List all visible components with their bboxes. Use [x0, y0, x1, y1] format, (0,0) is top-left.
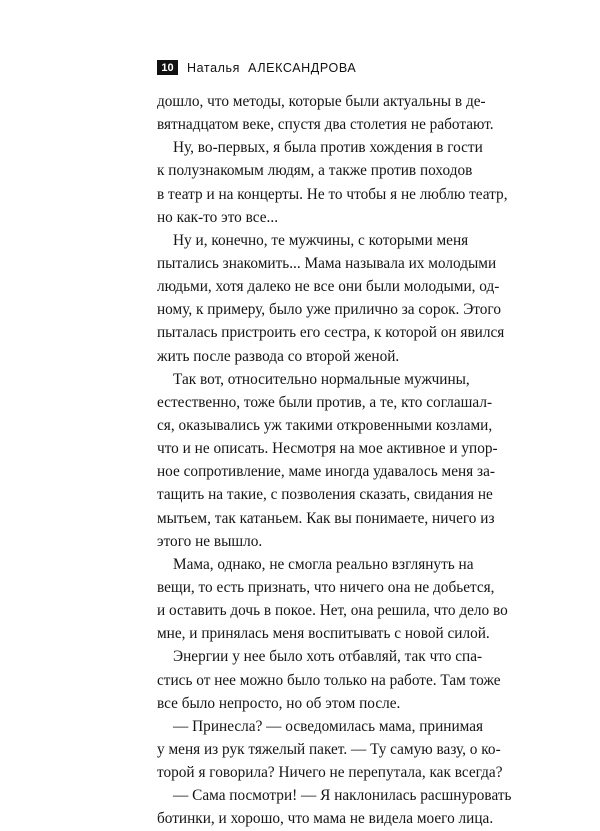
- text-line: жить после развода со второй женой.: [157, 347, 400, 365]
- text-line: Ну, во-первых, я была против хождения в гости: [173, 139, 483, 157]
- text-line: ся, оказывались уж такими откровенными козлами,: [157, 416, 493, 434]
- text-line: пыталась пристроить его сестра, к которой он явился: [157, 324, 505, 342]
- text-line: Энергии у нее было хоть отбавляй, так что спа-: [173, 648, 483, 666]
- text-line: к полузнакомым людям, а также против походов: [157, 162, 473, 180]
- text-line: ному, к примеру, было уже прилично за сорок. Этого: [157, 301, 501, 319]
- author-name: Наталья АЛЕКСАНДРОВА: [187, 60, 357, 75]
- text-line: Так вот, относительно нормальные мужчины,: [173, 370, 470, 388]
- text-line: торой я говорила? Ничего не перепутала, как всегда?: [157, 764, 503, 782]
- text-line: — Принесла? — осведомилась мама, принимая: [173, 717, 484, 735]
- text-line: стись от нее можно было только на работе. Там тоже: [157, 671, 501, 689]
- text-line: вещи, то есть признать, что ничего она не добьется,: [157, 578, 495, 596]
- text-line: и оставить дочь в покое. Нет, она решила, что дело во: [157, 602, 508, 620]
- text-line: в театр и на концерты. Не то чтобы я не люблю театр,: [157, 185, 508, 203]
- text-line: — Сама посмотри! — Я наклонилась расшнуровать: [173, 787, 512, 805]
- text-line: Мама, однако, не смогла реально взглянуть на: [173, 555, 474, 573]
- text-line: но как-то это все...: [157, 208, 279, 226]
- text-line: этого не вышло.: [157, 532, 263, 550]
- running-header: [157, 60, 356, 75]
- text-line: мытьем, так катаньем. Как вы понимаете, ничего из: [157, 509, 495, 527]
- text-line: все было непросто, но об этом после.: [157, 694, 401, 712]
- text-line: естественно, тоже были против, а те, кто соглашал-: [157, 393, 493, 411]
- text-line: людьми, хотя далеко не все они были молодыми, од-: [157, 278, 500, 296]
- text-line: вятнадцатом веке, спустя два столетия не работают.: [157, 116, 494, 134]
- text-line: дошло, что методы, которые были актуальны в де-: [157, 93, 486, 110]
- text-line: ботинки, и хорошо, что мама не видела моего лица.: [157, 810, 494, 828]
- text-line: Ну и, конечно, те мужчины, с которыми меня: [173, 231, 469, 249]
- text-line: пытались знакомить... Мама называла их молодыми: [157, 254, 497, 272]
- body-text: [157, 90, 512, 831]
- text-line: ное сопротивление, маме иногда удавалось меня за-: [157, 463, 495, 481]
- text-line: тащить на такие, с позволения сказать, свидания не: [157, 486, 493, 504]
- page-number: 10: [157, 60, 178, 75]
- text-line: мне, и принялась меня воспитывать с новой силой.: [157, 625, 490, 643]
- text-line: у меня из рук тяжелый пакет. — Ту самую вазу, о ко-: [157, 740, 501, 758]
- text-line: что и не описать. Несмотря на мое активное и упор-: [157, 440, 498, 458]
